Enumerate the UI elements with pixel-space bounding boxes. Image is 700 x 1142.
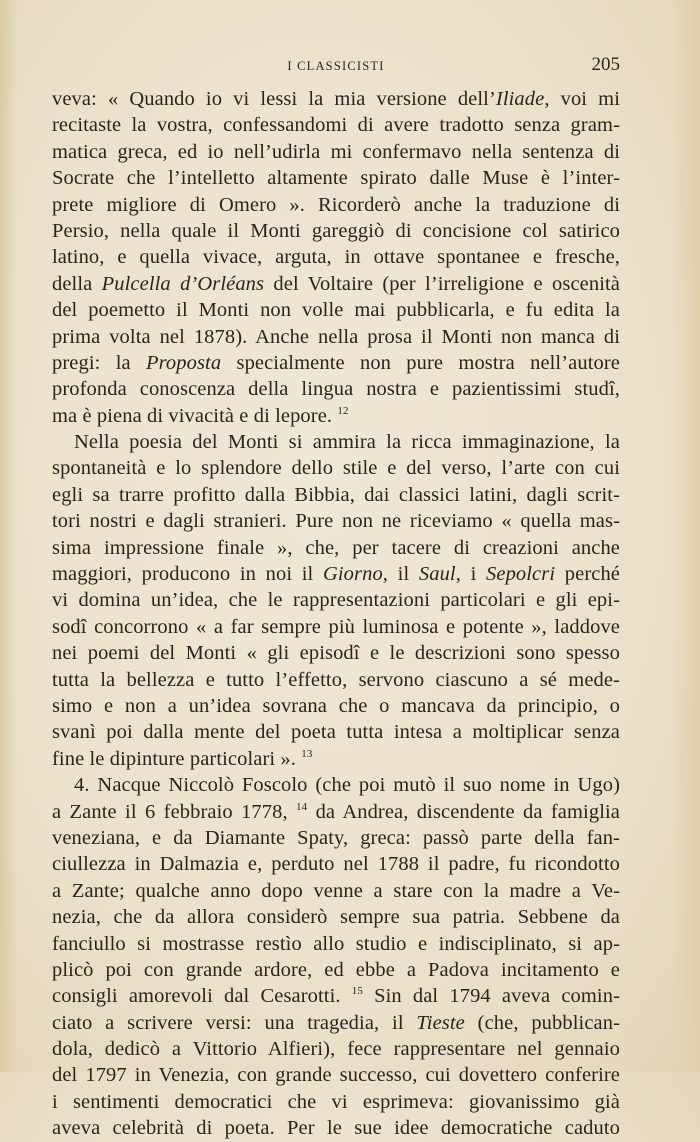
text-run: recitaste la vostra, confessandomi di avere tradotto senza gram- <box>52 114 620 137</box>
text-run: ciato a scrivere versi: una tragedia, il <box>52 1011 417 1034</box>
text-run: a Zante; qualche anno dopo venne a stare con la madre a Ve- <box>52 879 620 902</box>
text-line <box>52 746 620 772</box>
text-line <box>52 904 620 930</box>
text-line <box>52 561 620 587</box>
text-run: del 1797 in Venezia, con grande successo, cui dovettero conferire <box>52 1064 620 1087</box>
text-line <box>52 825 620 851</box>
italic-title: Proposta <box>145 351 222 374</box>
text-line <box>52 1036 620 1062</box>
text-line <box>52 799 620 825</box>
text-run: fine le dipinture particolari ». <box>52 747 302 770</box>
text-run: vi domina un’idea, che le rappresentazioni particolari e gli epi- <box>52 589 620 612</box>
text-line <box>52 614 620 640</box>
text-line <box>52 1062 620 1088</box>
text-line <box>52 1115 620 1141</box>
text-line <box>52 772 620 798</box>
text-run: ciullezza in Dalmazia e, perduto nel 1788 il padre, fu ricondotto <box>52 853 620 876</box>
text-line <box>52 1089 620 1115</box>
text-run: prima volta nel 1878). Anche nella prosa il Monti non manca di <box>52 325 620 348</box>
text-line <box>52 350 620 376</box>
text-run: del Voltaire (per l’irreligione e oscenità <box>264 272 620 295</box>
text-run: ma è piena di vivacità e di lepore. <box>52 404 338 427</box>
text-run: profonda conoscenza della lingua nostra e pazientissimi studî, <box>52 378 620 401</box>
text-line <box>52 86 620 112</box>
text-line <box>52 455 620 481</box>
footnote-ref: 13 <box>301 747 313 760</box>
italic-title: Saul <box>418 563 456 586</box>
text-run: egli sa trarre profitto dalla Bibbia, dai classici latini, dagli scrit- <box>52 483 620 506</box>
page-header <box>52 54 620 78</box>
footnote-ref: 14 <box>296 800 308 813</box>
text-line <box>52 482 620 508</box>
text-run: spontaneità e lo splendore dello stile e del verso, l’arte con cui <box>52 457 620 480</box>
text-run: matica greca, ed io nell’udirla mi confermavo nella sentenza di <box>52 140 620 163</box>
text-run: plicò poi con grande ardore, ed ebbe a Padova incitamento e <box>52 958 620 981</box>
text-run: Persio, nella quale il Monti gareggiò di concisione col satirico <box>52 219 620 242</box>
text-line <box>52 957 620 983</box>
text-line <box>52 508 620 534</box>
text-line <box>52 851 620 877</box>
text-run: della <box>52 272 102 295</box>
text-run: maggiori, producono in noi il <box>52 563 323 586</box>
text-run: dola, dedicò a Vittorio Alfieri), fece rappresentare nel gennaio <box>52 1038 620 1061</box>
text-run: 4. Nacque Niccolò Foscolo (che poi mutò il suo nome in Ugo) <box>74 774 620 797</box>
text-run: simo e non a un’idea sovrana che o mancava da principio, o <box>52 694 620 717</box>
text-run: svanì poi dalla mente del poeta tutta intesa a moltiplicar senza <box>52 721 620 744</box>
text-line <box>52 587 620 613</box>
text-run: , voi mi <box>544 88 620 110</box>
text-line <box>52 192 620 218</box>
text-run: aveva celebrità di poeta. Per le sue idee democratiche caduto <box>52 1117 620 1140</box>
text-line <box>52 403 620 429</box>
italic-title: Sepolcri <box>486 563 556 586</box>
page-edge-shadow-left <box>0 0 18 1072</box>
text-line <box>52 693 620 719</box>
text-run: veneziana, e da Diamante Spaty, greca: passò parte della fan- <box>52 826 620 849</box>
footnote-ref: 12 <box>337 404 349 417</box>
text-run: a Zante il 6 febbraio 1778, <box>52 800 297 823</box>
text-line <box>52 931 620 957</box>
text-run: da Andrea, discendente da famiglia <box>307 800 620 823</box>
text-run: , il <box>382 563 419 586</box>
text-run: Socrate che l’intelletto altamente spirato dalle Muse è l’inter- <box>52 167 620 190</box>
text-run: tori nostri e dagli stranieri. Pure non ne riceviamo « quella mas- <box>52 510 620 533</box>
text-run: tutta la bellezza e tutto l’effetto, servono ciascuno a sé mede- <box>52 668 620 691</box>
text-run: nei poemi del Monti « gli episodî e le descrizioni sono spesso <box>52 642 620 665</box>
text-line <box>52 139 620 165</box>
text-line <box>52 719 620 745</box>
text-run: pregi: la <box>52 351 146 374</box>
italic-title: Pulcella d’Orléans <box>101 272 265 295</box>
text-run: Sin dal 1794 aveva comin- <box>362 985 621 1008</box>
page-edge-shadow-right <box>670 0 700 1072</box>
text-run: consigli amorevoli dal Cesarotti. <box>52 985 352 1008</box>
text-line <box>52 667 620 693</box>
text-run: i sentimenti democratici che vi esprimeva: giovanissimo già <box>52 1090 620 1113</box>
text-line <box>52 640 620 666</box>
text-run: veva: « Quando io vi lessi la mia versione dell’ <box>52 88 496 110</box>
running-head: I CLASSICISTI <box>287 59 385 73</box>
text-line <box>52 1010 620 1036</box>
italic-title: Giorno <box>322 563 383 586</box>
text-run: sodî concorrono « a far sempre più luminosa e potente », laddove <box>52 615 620 638</box>
italic-title: Tieste <box>416 1011 465 1034</box>
text-line <box>52 983 620 1009</box>
text-run: sima impressione finale », che, per tacere di creazioni anche <box>52 536 620 559</box>
text-line <box>52 271 620 297</box>
text-run: latino, e quella vivace, arguta, in ottave spontanee e fresche, <box>52 246 620 269</box>
text-line <box>52 535 620 561</box>
text-line <box>52 429 620 455</box>
text-run: perché <box>555 563 620 586</box>
text-line <box>52 244 620 270</box>
text-run: Nella poesia del Monti si ammira la ricca immaginazione, la <box>74 431 620 454</box>
text-line <box>52 218 620 244</box>
text-run: fanciullo si mostrasse restìo allo studio e indisciplinato, si ap- <box>52 932 620 955</box>
text-line <box>52 878 620 904</box>
text-run: prete migliore di Omero ». Ricorderò anche la traduzione di <box>52 193 620 216</box>
page-number: 205 <box>591 54 620 75</box>
text-run: , i <box>455 563 487 586</box>
italic-title: Iliade <box>495 88 545 110</box>
body-text <box>52 86 620 1142</box>
text-run: specialmente non pure mostra nell’autore <box>221 351 620 374</box>
text-line <box>52 297 620 323</box>
text-line <box>52 376 620 402</box>
footnote-ref: 15 <box>351 985 363 998</box>
text-line <box>52 165 620 191</box>
text-run: nezia, che da allora considerò sempre sua patria. Sebbene da <box>52 906 620 929</box>
text-run: del poemetto il Monti non volle mai pubblicarla, e fu edita la <box>52 299 620 322</box>
text-line <box>52 112 620 138</box>
text-run: (che, pubblican- <box>464 1011 621 1034</box>
text-line <box>52 324 620 350</box>
